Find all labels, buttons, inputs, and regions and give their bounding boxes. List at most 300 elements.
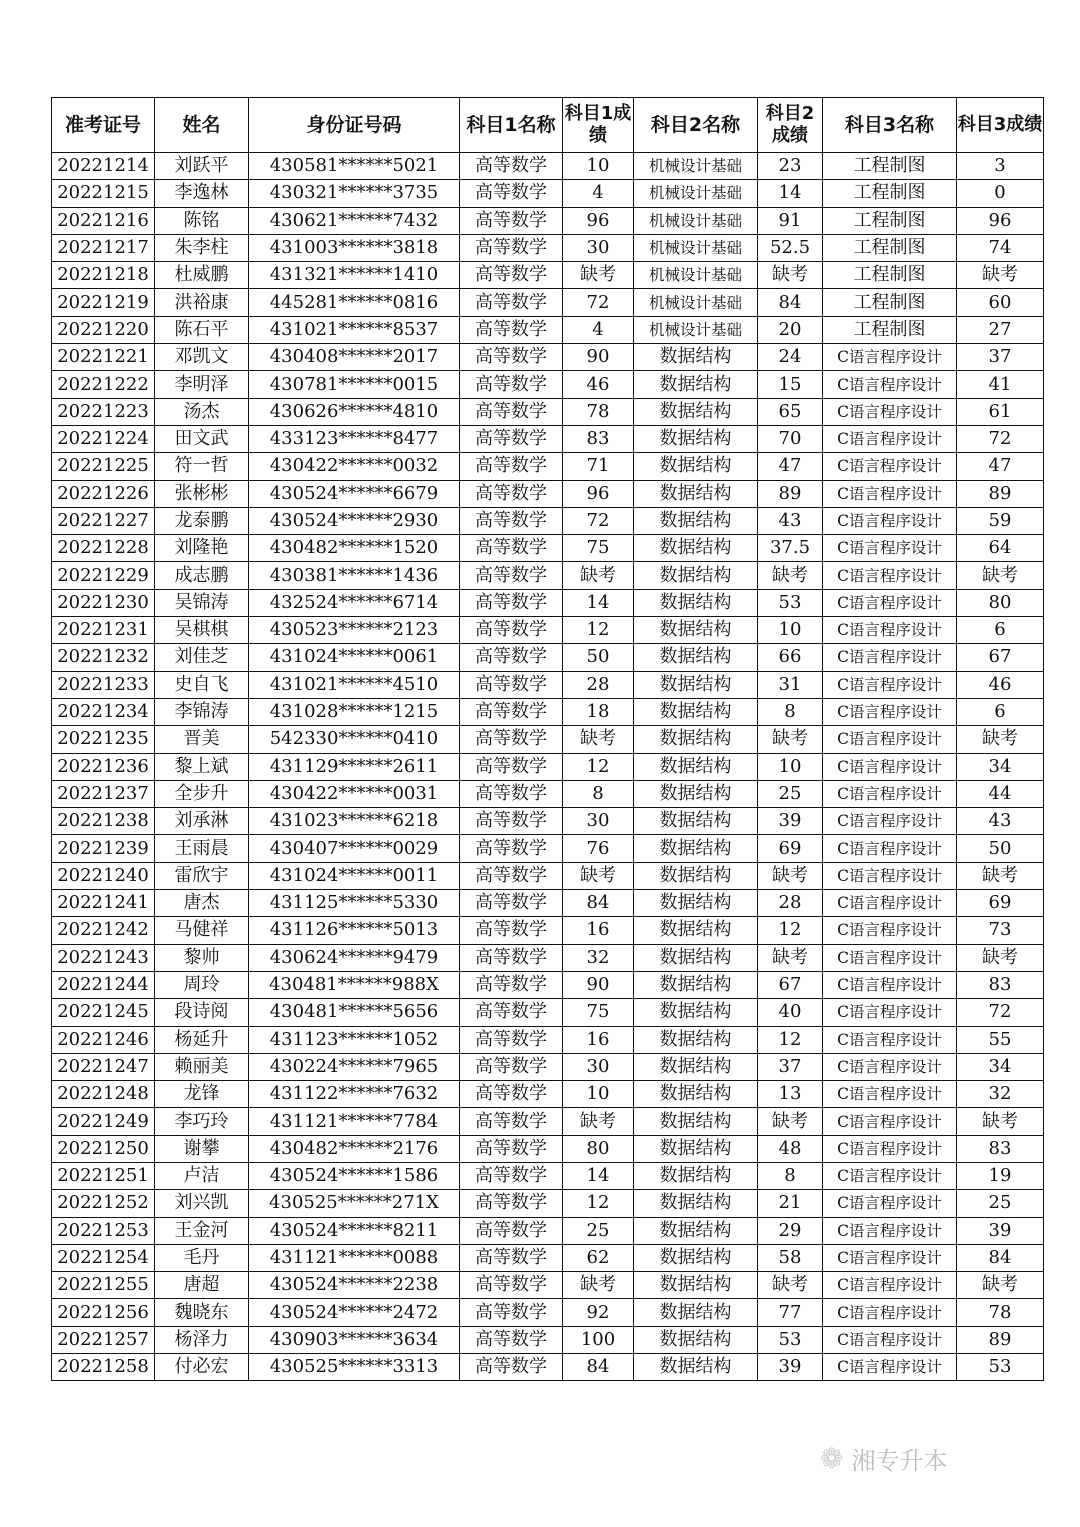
subject1-name-cell: 高等数学 [460, 425, 563, 452]
name-cell: 张彬彬 [155, 480, 249, 507]
subject1-score-cell: 46 [563, 371, 634, 398]
id-number-cell: 430525******271X [249, 1190, 460, 1217]
name-cell: 刘隆艳 [155, 535, 249, 562]
subject1-score-cell: 84 [563, 890, 634, 917]
subject1-score-cell: 62 [563, 1244, 634, 1271]
subject2-score-cell: 8 [758, 698, 823, 725]
subject1-name-cell: 高等数学 [460, 1326, 563, 1353]
id-number-cell: 431021******4510 [249, 671, 460, 698]
subject2-name-cell: 机械设计基础 [634, 316, 758, 343]
subject2-score-cell: 29 [758, 1217, 823, 1244]
table-row [52, 262, 1044, 289]
subject2-name-cell: 数据结构 [634, 398, 758, 425]
subject1-score-cell: 4 [563, 180, 634, 207]
subject3-name-cell: 工程制图 [823, 153, 957, 180]
table-row [52, 425, 1044, 452]
id-number-cell: 430422******0032 [249, 453, 460, 480]
name-cell: 李锦涛 [155, 698, 249, 725]
subject2-score-cell: 58 [758, 1244, 823, 1271]
subject2-name-cell: 数据结构 [634, 944, 758, 971]
subject1-name-cell: 高等数学 [460, 562, 563, 589]
subject2-score-cell: 28 [758, 890, 823, 917]
table-row [52, 1108, 1044, 1135]
exam-id-cell: 20221229 [52, 562, 155, 589]
name-cell: 杜威鹏 [155, 262, 249, 289]
subject1-score-cell: 缺考 [563, 1272, 634, 1299]
subject1-name-cell: 高等数学 [460, 371, 563, 398]
subject1-name-cell: 高等数学 [460, 644, 563, 671]
exam-id-cell: 20221219 [52, 289, 155, 316]
subject2-score-cell: 8 [758, 1162, 823, 1189]
name-cell: 李逸林 [155, 180, 249, 207]
table-row [52, 726, 1044, 753]
table-row [52, 562, 1044, 589]
table-row [52, 1354, 1044, 1381]
id-number-cell: 432524******6714 [249, 589, 460, 616]
header-id-number: 身份证号码 [249, 98, 460, 153]
subject3-score-cell: 缺考 [957, 862, 1044, 889]
subject3-score-cell: 96 [957, 207, 1044, 234]
id-number-cell: 431024******0011 [249, 862, 460, 889]
subject2-score-cell: 52.5 [758, 234, 823, 261]
subject2-name-cell: 数据结构 [634, 753, 758, 780]
subject3-name-cell: C语言程序设计 [823, 835, 957, 862]
id-number-cell: 431126******5013 [249, 917, 460, 944]
subject3-name-cell: C语言程序设计 [823, 1326, 957, 1353]
subject3-name-cell: C语言程序设计 [823, 890, 957, 917]
id-number-cell: 431021******8537 [249, 316, 460, 343]
subject2-name-cell: 数据结构 [634, 371, 758, 398]
name-cell: 刘跃平 [155, 153, 249, 180]
name-cell: 刘佳芝 [155, 644, 249, 671]
subject2-score-cell: 14 [758, 180, 823, 207]
subject2-name-cell: 数据结构 [634, 1162, 758, 1189]
subject2-name-cell: 数据结构 [634, 1053, 758, 1080]
subject1-name-cell: 高等数学 [460, 698, 563, 725]
subject1-score-cell: 12 [563, 753, 634, 780]
subject3-score-cell: 32 [957, 1081, 1044, 1108]
subject1-name-cell: 高等数学 [460, 589, 563, 616]
subject2-name-cell: 数据结构 [634, 999, 758, 1026]
name-cell: 陈石平 [155, 316, 249, 343]
subject2-name-cell: 数据结构 [634, 1272, 758, 1299]
exam-id-cell: 20221231 [52, 617, 155, 644]
subject2-name-cell: 数据结构 [634, 507, 758, 534]
subject3-score-cell: 73 [957, 917, 1044, 944]
exam-id-cell: 20221246 [52, 1026, 155, 1053]
subject2-score-cell: 25 [758, 780, 823, 807]
id-number-cell: 430581******5021 [249, 153, 460, 180]
subject3-name-cell: 工程制图 [823, 234, 957, 261]
name-cell: 杨延升 [155, 1026, 249, 1053]
subject3-name-cell: 工程制图 [823, 180, 957, 207]
subject2-name-cell: 数据结构 [634, 726, 758, 753]
subject2-score-cell: 24 [758, 344, 823, 371]
subject3-score-cell: 缺考 [957, 726, 1044, 753]
header-subject1-name: 科目1名称 [460, 98, 563, 153]
subject1-name-cell: 高等数学 [460, 617, 563, 644]
subject2-score-cell: 53 [758, 1326, 823, 1353]
subject1-score-cell: 90 [563, 344, 634, 371]
subject1-score-cell: 16 [563, 917, 634, 944]
header-subject3-score: 科目3成绩 [957, 98, 1044, 153]
subject2-score-cell: 53 [758, 589, 823, 616]
exam-id-cell: 20221254 [52, 1244, 155, 1271]
subject3-score-cell: 缺考 [957, 944, 1044, 971]
exam-id-cell: 20221215 [52, 180, 155, 207]
subject1-name-cell: 高等数学 [460, 862, 563, 889]
table-row [52, 344, 1044, 371]
id-number-cell: 430524******6679 [249, 480, 460, 507]
header-exam-id: 准考证号 [52, 98, 155, 153]
subject3-name-cell: 工程制图 [823, 207, 957, 234]
name-cell: 邓凯文 [155, 344, 249, 371]
subject3-score-cell: 78 [957, 1299, 1044, 1326]
subject3-name-cell: C语言程序设计 [823, 453, 957, 480]
subject1-score-cell: 18 [563, 698, 634, 725]
subject2-name-cell: 数据结构 [634, 344, 758, 371]
subject3-score-cell: 6 [957, 617, 1044, 644]
table-row [52, 1026, 1044, 1053]
id-number-cell: 431024******0061 [249, 644, 460, 671]
subject3-score-cell: 53 [957, 1354, 1044, 1381]
subject2-name-cell: 数据结构 [634, 453, 758, 480]
id-number-cell: 430407******0029 [249, 835, 460, 862]
table-row [52, 480, 1044, 507]
subject3-score-cell: 72 [957, 999, 1044, 1026]
name-cell: 杨泽力 [155, 1326, 249, 1353]
name-cell: 晋美 [155, 726, 249, 753]
subject2-name-cell: 数据结构 [634, 698, 758, 725]
exam-id-cell: 20221217 [52, 234, 155, 261]
subject2-score-cell: 缺考 [758, 726, 823, 753]
subject1-score-cell: 30 [563, 808, 634, 835]
subject3-score-cell: 缺考 [957, 1108, 1044, 1135]
table-row [52, 671, 1044, 698]
subject2-score-cell: 40 [758, 999, 823, 1026]
subject2-score-cell: 67 [758, 971, 823, 998]
subject2-score-cell: 43 [758, 507, 823, 534]
wechat-bubble-icon: ❁ [820, 1441, 844, 1475]
subject2-name-cell: 机械设计基础 [634, 262, 758, 289]
name-cell: 李明泽 [155, 371, 249, 398]
subject2-name-cell: 机械设计基础 [634, 234, 758, 261]
exam-id-cell: 20221249 [52, 1108, 155, 1135]
subject2-name-cell: 数据结构 [634, 1081, 758, 1108]
subject2-score-cell: 13 [758, 1081, 823, 1108]
exam-id-cell: 20221240 [52, 862, 155, 889]
id-number-cell: 430481******988X [249, 971, 460, 998]
id-number-cell: 430624******9479 [249, 944, 460, 971]
subject3-name-cell: C语言程序设计 [823, 1026, 957, 1053]
name-cell: 卢洁 [155, 1162, 249, 1189]
exam-id-cell: 20221228 [52, 535, 155, 562]
subject2-name-cell: 数据结构 [634, 617, 758, 644]
subject3-name-cell: C语言程序设计 [823, 1108, 957, 1135]
subject1-name-cell: 高等数学 [460, 753, 563, 780]
name-cell: 黎帅 [155, 944, 249, 971]
subject3-name-cell: C语言程序设计 [823, 971, 957, 998]
subject2-score-cell: 21 [758, 1190, 823, 1217]
subject2-score-cell: 12 [758, 1026, 823, 1053]
table-row [52, 862, 1044, 889]
subject2-name-cell: 数据结构 [634, 1135, 758, 1162]
subject1-name-cell: 高等数学 [460, 344, 563, 371]
subject3-score-cell: 55 [957, 1026, 1044, 1053]
table-row [52, 944, 1044, 971]
subject3-score-cell: 3 [957, 153, 1044, 180]
exam-id-cell: 20221237 [52, 780, 155, 807]
exam-id-cell: 20221256 [52, 1299, 155, 1326]
subject1-name-cell: 高等数学 [460, 535, 563, 562]
subject3-score-cell: 89 [957, 1326, 1044, 1353]
table-row [52, 644, 1044, 671]
subject2-score-cell: 15 [758, 371, 823, 398]
subject2-score-cell: 缺考 [758, 262, 823, 289]
subject1-name-cell: 高等数学 [460, 289, 563, 316]
subject2-score-cell: 23 [758, 153, 823, 180]
watermark [820, 1438, 1060, 1478]
subject3-name-cell: C语言程序设计 [823, 589, 957, 616]
exam-id-cell: 20221247 [52, 1053, 155, 1080]
subject1-score-cell: 72 [563, 289, 634, 316]
subject2-name-cell: 数据结构 [634, 1190, 758, 1217]
subject1-name-cell: 高等数学 [460, 808, 563, 835]
subject1-score-cell: 50 [563, 644, 634, 671]
subject1-score-cell: 96 [563, 480, 634, 507]
header-subject3-name: 科目3名称 [823, 98, 957, 153]
subject3-score-cell: 80 [957, 589, 1044, 616]
subject3-name-cell: C语言程序设计 [823, 1217, 957, 1244]
subject2-score-cell: 缺考 [758, 944, 823, 971]
exam-id-cell: 20221257 [52, 1326, 155, 1353]
subject2-name-cell: 机械设计基础 [634, 207, 758, 234]
subject2-name-cell: 数据结构 [634, 1244, 758, 1271]
subject2-name-cell: 数据结构 [634, 808, 758, 835]
subject3-name-cell: C语言程序设计 [823, 726, 957, 753]
table-row [52, 1081, 1044, 1108]
name-cell: 刘承淋 [155, 808, 249, 835]
subject2-name-cell: 机械设计基础 [634, 153, 758, 180]
exam-id-cell: 20221234 [52, 698, 155, 725]
subject3-name-cell: C语言程序设计 [823, 1244, 957, 1271]
subject2-name-cell: 数据结构 [634, 535, 758, 562]
name-cell: 吴棋棋 [155, 617, 249, 644]
subject2-score-cell: 39 [758, 808, 823, 835]
subject1-score-cell: 84 [563, 1354, 634, 1381]
id-number-cell: 431003******3818 [249, 234, 460, 261]
subject1-score-cell: 8 [563, 780, 634, 807]
exam-id-cell: 20221232 [52, 644, 155, 671]
subject3-score-cell: 83 [957, 971, 1044, 998]
subject1-name-cell: 高等数学 [460, 890, 563, 917]
subject2-name-cell: 数据结构 [634, 589, 758, 616]
table-row [52, 698, 1044, 725]
subject3-score-cell: 缺考 [957, 1272, 1044, 1299]
table-row [52, 1326, 1044, 1353]
subject2-score-cell: 47 [758, 453, 823, 480]
subject3-score-cell: 60 [957, 289, 1044, 316]
exam-id-cell: 20221245 [52, 999, 155, 1026]
table-row [52, 507, 1044, 534]
subject1-name-cell: 高等数学 [460, 316, 563, 343]
score-table [51, 97, 1044, 1381]
subject3-score-cell: 50 [957, 835, 1044, 862]
exam-id-cell: 20221222 [52, 371, 155, 398]
name-cell: 赖丽美 [155, 1053, 249, 1080]
subject1-name-cell: 高等数学 [460, 207, 563, 234]
subject1-name-cell: 高等数学 [460, 671, 563, 698]
exam-id-cell: 20221239 [52, 835, 155, 862]
subject3-score-cell: 41 [957, 371, 1044, 398]
table-row [52, 535, 1044, 562]
subject1-score-cell: 缺考 [563, 862, 634, 889]
subject3-name-cell: C语言程序设计 [823, 617, 957, 644]
subject1-score-cell: 4 [563, 316, 634, 343]
table-row [52, 999, 1044, 1026]
subject3-name-cell: 工程制图 [823, 262, 957, 289]
subject3-name-cell: C语言程序设计 [823, 698, 957, 725]
id-number-cell: 431129******2611 [249, 753, 460, 780]
exam-id-cell: 20221235 [52, 726, 155, 753]
table-row [52, 289, 1044, 316]
subject1-name-cell: 高等数学 [460, 480, 563, 507]
exam-id-cell: 20221255 [52, 1272, 155, 1299]
subject3-name-cell: C语言程序设计 [823, 480, 957, 507]
exam-id-cell: 20221227 [52, 507, 155, 534]
table-row [52, 1217, 1044, 1244]
subject1-name-cell: 高等数学 [460, 917, 563, 944]
subject3-score-cell: 缺考 [957, 562, 1044, 589]
subject1-score-cell: 92 [563, 1299, 634, 1326]
subject2-score-cell: 12 [758, 917, 823, 944]
subject1-score-cell: 14 [563, 1162, 634, 1189]
id-number-cell: 430781******0015 [249, 371, 460, 398]
subject1-score-cell: 30 [563, 1053, 634, 1080]
exam-id-cell: 20221242 [52, 917, 155, 944]
name-cell: 龙锋 [155, 1081, 249, 1108]
id-number-cell: 431125******5330 [249, 890, 460, 917]
exam-id-cell: 20221230 [52, 589, 155, 616]
name-cell: 陈铭 [155, 207, 249, 234]
id-number-cell: 431123******1052 [249, 1026, 460, 1053]
subject1-name-cell: 高等数学 [460, 453, 563, 480]
subject2-name-cell: 数据结构 [634, 971, 758, 998]
subject3-score-cell: 19 [957, 1162, 1044, 1189]
watermark-text: 湘专升本 [851, 1446, 948, 1475]
subject2-name-cell: 数据结构 [634, 835, 758, 862]
exam-id-cell: 20221233 [52, 671, 155, 698]
exam-id-cell: 20221220 [52, 316, 155, 343]
name-cell: 龙泰鹏 [155, 507, 249, 534]
subject2-score-cell: 31 [758, 671, 823, 698]
subject2-score-cell: 37.5 [758, 535, 823, 562]
exam-id-cell: 20221223 [52, 398, 155, 425]
subject1-score-cell: 缺考 [563, 562, 634, 589]
table-row [52, 316, 1044, 343]
subject2-score-cell: 10 [758, 617, 823, 644]
subject2-name-cell: 数据结构 [634, 1299, 758, 1326]
header-subject2-score: 科目2成绩 [758, 98, 823, 153]
id-number-cell: 430321******3735 [249, 180, 460, 207]
subject1-name-cell: 高等数学 [460, 262, 563, 289]
exam-id-cell: 20221214 [52, 153, 155, 180]
subject2-name-cell: 数据结构 [634, 1326, 758, 1353]
subject1-score-cell: 72 [563, 507, 634, 534]
table-header-row [52, 98, 1044, 153]
subject1-score-cell: 32 [563, 944, 634, 971]
subject2-score-cell: 91 [758, 207, 823, 234]
subject3-name-cell: C语言程序设计 [823, 535, 957, 562]
subject3-score-cell: 69 [957, 890, 1044, 917]
subject2-name-cell: 数据结构 [634, 671, 758, 698]
name-cell: 史自飞 [155, 671, 249, 698]
subject2-score-cell: 缺考 [758, 1108, 823, 1135]
name-cell: 刘兴凯 [155, 1190, 249, 1217]
subject1-name-cell: 高等数学 [460, 971, 563, 998]
exam-id-cell: 20221236 [52, 753, 155, 780]
table-row [52, 153, 1044, 180]
subject3-score-cell: 37 [957, 344, 1044, 371]
exam-id-cell: 20221250 [52, 1135, 155, 1162]
subject2-score-cell: 65 [758, 398, 823, 425]
subject3-score-cell: 64 [957, 535, 1044, 562]
id-number-cell: 431028******1215 [249, 698, 460, 725]
id-number-cell: 431121******7784 [249, 1108, 460, 1135]
subject2-name-cell: 数据结构 [634, 480, 758, 507]
subject3-name-cell: C语言程序设计 [823, 944, 957, 971]
table-row [52, 589, 1044, 616]
subject1-name-cell: 高等数学 [460, 1053, 563, 1080]
name-cell: 唐杰 [155, 890, 249, 917]
subject1-score-cell: 90 [563, 971, 634, 998]
exam-id-cell: 20221225 [52, 453, 155, 480]
subject3-score-cell: 67 [957, 644, 1044, 671]
subject1-score-cell: 71 [563, 453, 634, 480]
id-number-cell: 430621******7432 [249, 207, 460, 234]
subject1-score-cell: 缺考 [563, 726, 634, 753]
subject2-score-cell: 89 [758, 480, 823, 507]
id-number-cell: 430224******7965 [249, 1053, 460, 1080]
table-row [52, 398, 1044, 425]
id-number-cell: 430524******2930 [249, 507, 460, 534]
subject3-name-cell: C语言程序设计 [823, 808, 957, 835]
table-row [52, 453, 1044, 480]
subject2-name-cell: 数据结构 [634, 890, 758, 917]
subject3-name-cell: C语言程序设计 [823, 671, 957, 698]
exam-id-cell: 20221244 [52, 971, 155, 998]
subject1-score-cell: 10 [563, 153, 634, 180]
id-number-cell: 430523******2123 [249, 617, 460, 644]
subject3-name-cell: C语言程序设计 [823, 1081, 957, 1108]
subject1-score-cell: 12 [563, 1190, 634, 1217]
subject1-score-cell: 16 [563, 1026, 634, 1053]
id-number-cell: 445281******0816 [249, 289, 460, 316]
subject1-name-cell: 高等数学 [460, 999, 563, 1026]
subject3-name-cell: 工程制图 [823, 289, 957, 316]
subject3-score-cell: 89 [957, 480, 1044, 507]
table-row [52, 180, 1044, 207]
subject1-score-cell: 100 [563, 1326, 634, 1353]
subject2-name-cell: 数据结构 [634, 1354, 758, 1381]
subject1-name-cell: 高等数学 [460, 1272, 563, 1299]
subject1-score-cell: 96 [563, 207, 634, 234]
id-number-cell: 430626******4810 [249, 398, 460, 425]
name-cell: 符一哲 [155, 453, 249, 480]
id-number-cell: 431321******1410 [249, 262, 460, 289]
subject3-name-cell: C语言程序设计 [823, 1354, 957, 1381]
name-cell: 李巧玲 [155, 1108, 249, 1135]
